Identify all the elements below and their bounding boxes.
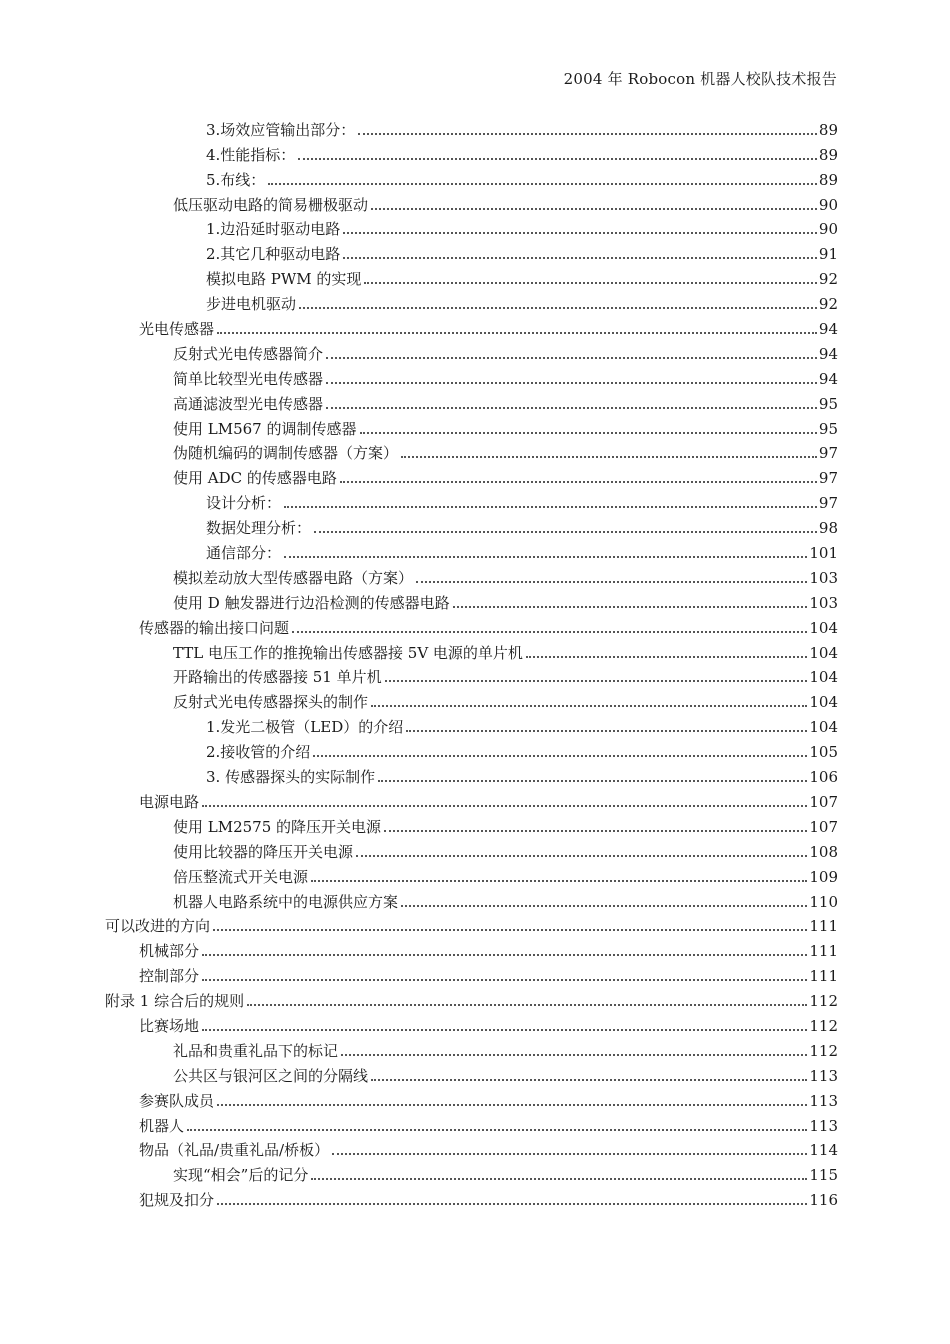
toc-entry[interactable] (0, 364, 950, 389)
toc-entry-title: 3. 传感器探头的实际制作 (206, 768, 376, 787)
toc-dot-leader (401, 905, 807, 907)
toc-entry-title: 使用 LM567 的调制传感器 (173, 419, 357, 438)
toc-entry-page-number: 89 (818, 170, 838, 189)
toc-entry-title: 数据处理分析： (206, 519, 312, 538)
toc-dot-leader (298, 158, 817, 160)
toc-dot-leader (213, 929, 807, 931)
toc-entry-title: 电源电路 (139, 792, 200, 811)
toc-entry-title: 可以改进的方向 (105, 917, 211, 936)
toc-entry-page-number: 95 (818, 394, 838, 413)
toc-dot-leader (314, 531, 817, 533)
toc-dot-leader (356, 855, 807, 857)
toc-dot-leader (217, 332, 817, 334)
toc-dot-leader (292, 631, 807, 633)
toc-entry-title: 低压驱动电路的简易栅极驱动 (173, 195, 369, 214)
toc-entry[interactable] (0, 339, 950, 364)
toc-entry[interactable] (0, 762, 950, 787)
toc-dot-leader (313, 755, 807, 757)
toc-entry[interactable] (0, 712, 950, 737)
toc-entry-title: 1.发光二极管（LED）的介绍 (206, 718, 404, 737)
toc-entry-page-number: 94 (818, 369, 838, 388)
toc-entry[interactable] (0, 538, 950, 563)
toc-entry[interactable] (0, 986, 950, 1011)
toc-entry-title: 使用 D 触发器进行边沿检测的传感器电路 (173, 593, 450, 612)
toc-entry[interactable] (0, 264, 950, 289)
toc-entry[interactable] (0, 1036, 950, 1061)
toc-entry-title: 倍压整流式开关电源 (173, 867, 309, 886)
toc-entry-title: 开路输出的传感器接 51 单片机 (173, 668, 382, 687)
toc-entry[interactable] (0, 1111, 950, 1136)
toc-dot-leader (343, 232, 817, 234)
toc-dot-leader (299, 307, 817, 309)
toc-entry-page-number: 104 (809, 718, 838, 737)
toc-entry-page-number: 112 (809, 1041, 838, 1060)
toc-dot-leader (385, 680, 808, 682)
toc-entry-title: 光电传感器 (139, 320, 215, 339)
toc-entry-page-number: 95 (818, 419, 838, 438)
toc-entry[interactable] (0, 414, 950, 439)
toc-entry-title: 3.场效应管输出部分： (206, 120, 356, 139)
toc-dot-leader (284, 556, 807, 558)
toc-entry[interactable] (0, 787, 950, 812)
toc-entry-title: 礼品和贵重礼品下的标记 (173, 1041, 339, 1060)
toc-entry-title: 步进电机驱动 (206, 295, 297, 314)
toc-entry-page-number: 103 (809, 568, 838, 587)
toc-entry-page-number: 90 (818, 195, 838, 214)
toc-entry[interactable] (0, 463, 950, 488)
toc-entry-page-number: 109 (809, 867, 838, 886)
toc-entry-page-number: 97 (818, 469, 838, 488)
toc-entry-title: 机器人 (139, 1116, 185, 1135)
toc-dot-leader (378, 780, 807, 782)
toc-entry-page-number: 113 (809, 1116, 838, 1135)
toc-entry[interactable] (0, 563, 950, 588)
toc-entry-page-number: 110 (809, 892, 838, 911)
toc-entry-title: 机械部分 (139, 942, 200, 961)
toc-entry-page-number: 106 (809, 768, 838, 787)
toc-dot-leader (341, 1054, 807, 1056)
toc-entry-title: TTL 电压工作的推挽输出传感器接 5V 电源的单片机 (173, 643, 523, 662)
toc-entry-page-number: 113 (809, 1066, 838, 1085)
toc-entry-title: 反射式光电传感器简介 (173, 344, 324, 363)
toc-entry-title: 使用 ADC 的传感器电路 (173, 469, 337, 488)
toc-dot-leader (364, 282, 817, 284)
toc-entry[interactable] (0, 1136, 950, 1161)
toc-entry-page-number: 115 (809, 1166, 838, 1185)
toc-entry-page-number: 90 (818, 220, 838, 239)
toc-entry[interactable] (0, 239, 950, 264)
toc-entry-title: 1.边沿延时驱动电路 (206, 220, 341, 239)
toc-dot-leader (371, 705, 807, 707)
toc-entry[interactable] (0, 1011, 950, 1036)
toc-entry-page-number: 111 (809, 917, 838, 936)
toc-dot-leader (202, 805, 807, 807)
toc-dot-leader (453, 606, 808, 608)
toc-entry-page-number: 114 (809, 1141, 838, 1160)
toc-entry-title: 通信部分： (206, 544, 282, 563)
toc-dot-leader (332, 1153, 807, 1155)
toc-dot-leader (268, 183, 817, 185)
toc-entry-page-number: 116 (809, 1191, 838, 1210)
toc-entry-page-number: 105 (809, 743, 838, 762)
toc-dot-leader (202, 1029, 807, 1031)
toc-dot-leader (384, 830, 807, 832)
toc-entry[interactable] (0, 613, 950, 638)
toc-dot-leader (326, 357, 817, 359)
toc-entry-page-number: 104 (809, 668, 838, 687)
toc-dot-leader (416, 581, 807, 583)
toc-entry[interactable] (0, 887, 950, 912)
toc-entry[interactable] (0, 513, 950, 538)
toc-dot-leader (358, 133, 817, 135)
toc-entry-title: 物品（礼品/贵重礼品/桥板） (139, 1141, 330, 1160)
toc-entry[interactable] (0, 1061, 950, 1086)
toc-entry-page-number: 108 (809, 842, 838, 861)
toc-entry-title: 机器人电路系统中的电源供应方案 (173, 892, 399, 911)
table-of-contents (0, 115, 950, 1210)
toc-entry-page-number: 97 (818, 444, 838, 463)
toc-entry[interactable] (0, 912, 950, 937)
toc-entry[interactable] (0, 1086, 950, 1111)
toc-dot-leader (311, 880, 807, 882)
toc-entry-title: 2.接收管的介绍 (206, 743, 311, 762)
toc-entry-page-number: 113 (809, 1091, 838, 1110)
toc-entry-page-number: 89 (818, 145, 838, 164)
toc-dot-leader (311, 1178, 807, 1180)
toc-entry-title: 反射式光电传感器探头的制作 (173, 693, 369, 712)
toc-entry-title: 使用比较器的降压开关电源 (173, 842, 354, 861)
toc-entry-title: 模拟差动放大型传感器电路（方案） (173, 568, 414, 587)
toc-entry[interactable] (0, 140, 950, 165)
toc-entry-title: 传感器的输出接口问题 (139, 618, 290, 637)
toc-entry-page-number: 91 (818, 245, 838, 264)
toc-dot-leader (202, 954, 807, 956)
toc-dot-leader (217, 1203, 807, 1205)
toc-dot-leader (340, 481, 817, 483)
toc-entry[interactable] (0, 190, 950, 215)
toc-entry[interactable] (0, 737, 950, 762)
toc-entry-title: 2.其它几种驱动电路 (206, 245, 341, 264)
toc-entry-page-number: 107 (809, 817, 838, 836)
toc-entry-title: 附录 1 综合后的规则 (105, 992, 245, 1011)
toc-entry[interactable] (0, 215, 950, 240)
toc-entry[interactable] (0, 936, 950, 961)
toc-entry[interactable] (0, 687, 950, 712)
toc-entry-page-number: 112 (809, 1016, 838, 1035)
toc-entry[interactable] (0, 289, 950, 314)
toc-entry[interactable] (0, 1160, 950, 1185)
toc-entry-page-number: 112 (809, 992, 838, 1011)
toc-entry[interactable] (0, 1185, 950, 1210)
toc-dot-leader (187, 1129, 807, 1131)
toc-entry-page-number: 92 (818, 270, 838, 289)
toc-entry-title: 设计分析： (206, 494, 282, 513)
toc-entry-title: 4.性能指标： (206, 145, 296, 164)
toc-entry[interactable] (0, 165, 950, 190)
toc-entry-page-number: 92 (818, 295, 838, 314)
toc-entry-page-number: 104 (809, 643, 838, 662)
toc-entry-title: 犯规及扣分 (139, 1191, 215, 1210)
toc-entry[interactable] (0, 389, 950, 414)
toc-entry-title: 控制部分 (139, 967, 200, 986)
toc-entry-page-number: 111 (809, 942, 838, 961)
toc-entry-title: 高通滤波型光电传感器 (173, 394, 324, 413)
toc-entry[interactable] (0, 663, 950, 688)
toc-dot-leader (343, 257, 817, 259)
toc-entry-page-number: 98 (818, 519, 838, 538)
toc-entry-title: 使用 LM2575 的降压开关电源 (173, 817, 382, 836)
toc-entry-title: 参赛队成员 (139, 1091, 215, 1110)
toc-dot-leader (401, 456, 817, 458)
toc-dot-leader (360, 432, 817, 434)
toc-dot-leader (284, 506, 817, 508)
toc-entry-title: 简单比较型光电传感器 (173, 369, 324, 388)
toc-entry[interactable] (0, 837, 950, 862)
toc-entry[interactable] (0, 314, 950, 339)
toc-entry[interactable] (0, 488, 950, 513)
toc-entry[interactable] (0, 588, 950, 613)
toc-entry[interactable] (0, 638, 950, 663)
toc-entry[interactable] (0, 115, 950, 140)
page-header: 2004 年 Robocon 机器人校队技术报告 (563, 70, 837, 88)
toc-entry[interactable] (0, 439, 950, 464)
toc-entry-page-number: 89 (818, 120, 838, 139)
toc-entry[interactable] (0, 961, 950, 986)
toc-entry-title: 公共区与银河区之间的分隔线 (173, 1066, 369, 1085)
toc-entry-title: 实现“相会”后的记分 (173, 1166, 309, 1185)
toc-entry-page-number: 107 (809, 792, 838, 811)
toc-entry-page-number: 101 (809, 544, 838, 563)
toc-dot-leader (371, 208, 817, 210)
toc-dot-leader (217, 1104, 807, 1106)
toc-dot-leader (371, 1079, 807, 1081)
toc-entry[interactable] (0, 862, 950, 887)
toc-dot-leader (406, 730, 807, 732)
toc-entry-title: 5.布线： (206, 170, 266, 189)
toc-entry-page-number: 94 (818, 344, 838, 363)
toc-entry-page-number: 111 (809, 967, 838, 986)
toc-dot-leader (526, 656, 807, 658)
toc-entry-page-number: 97 (818, 494, 838, 513)
toc-dot-leader (326, 382, 817, 384)
toc-entry-title: 模拟电路 PWM 的实现 (206, 270, 362, 289)
toc-entry-page-number: 104 (809, 693, 838, 712)
toc-entry-title: 伪随机编码的调制传感器（方案） (173, 444, 399, 463)
toc-dot-leader (202, 979, 807, 981)
toc-entry-page-number: 94 (818, 320, 838, 339)
toc-entry-page-number: 104 (809, 618, 838, 637)
toc-entry-title: 比赛场地 (139, 1016, 200, 1035)
toc-entry-page-number: 103 (809, 593, 838, 612)
toc-entry[interactable] (0, 812, 950, 837)
toc-dot-leader (247, 1004, 807, 1006)
toc-dot-leader (326, 407, 817, 409)
